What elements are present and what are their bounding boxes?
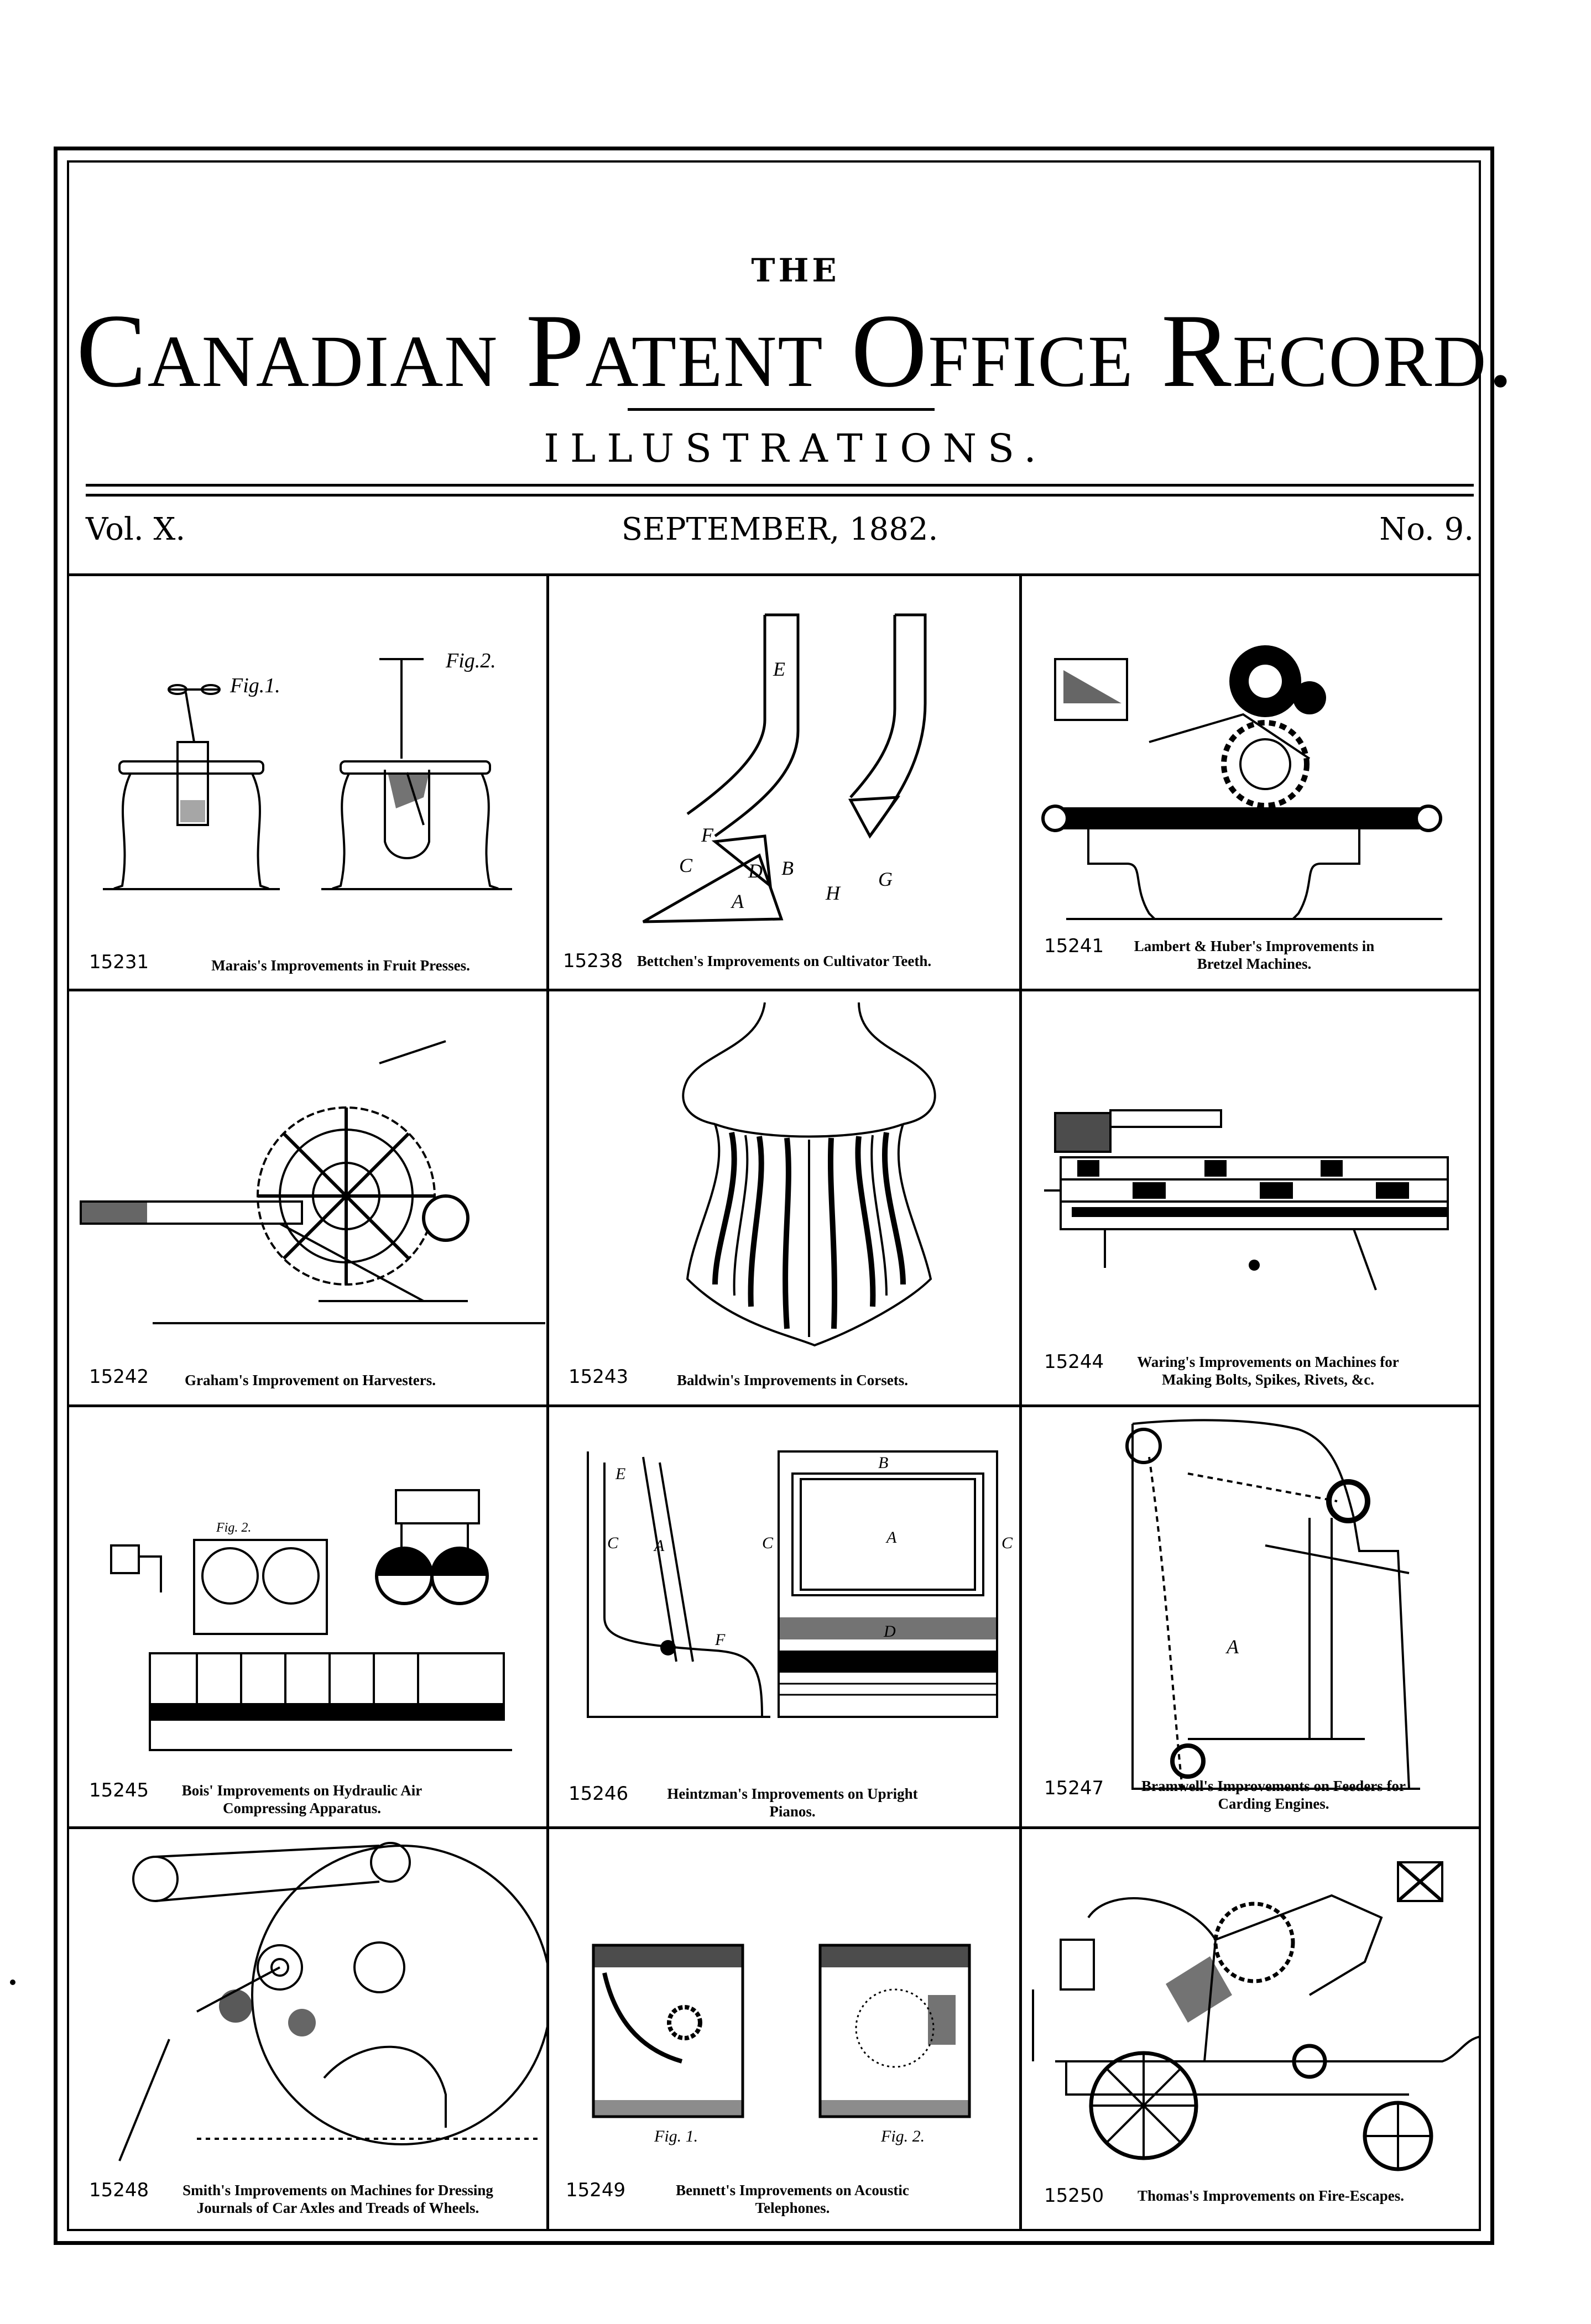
label-b: B: [878, 1454, 889, 1472]
plate-15238: [549, 576, 1019, 989]
caption-15238: [549, 952, 1019, 989]
plate-caption: Bramwell's Improvements on Feeders for Carding Engines.: [1141, 1778, 1406, 1812]
plate-caption: Bettchen's Improvements on Cultivator Teeth.: [637, 953, 932, 969]
plate-15241: [1022, 576, 1481, 989]
plate-15231: [70, 576, 546, 989]
issue-date: SEPTEMBER, 1882.: [621, 511, 938, 547]
bretzel-machine-illustration: [1022, 576, 1481, 989]
plate-15250: [1022, 1829, 1481, 2231]
upright-piano-illustration: [549, 1407, 1019, 1826]
caption-15245: [70, 1779, 546, 1826]
plate-15248: [70, 1829, 546, 2231]
plate-number: 15248: [89, 2179, 149, 2201]
plate-caption: Smith's Improvements on Machines for Dressing Journals of Car Axles and Treads of Wheels.: [182, 2182, 493, 2216]
plate-caption: Graham's Improvement on Harvesters.: [185, 1372, 436, 1388]
plate-number: 15231: [89, 951, 149, 973]
harvester-illustration: [70, 991, 546, 1404]
header-rule-bottom: [86, 494, 1474, 497]
plate-caption: Bois' Improvements on Hydraulic Air Compressing Apparatus.: [181, 1782, 422, 1816]
fig1-label: Fig.1.: [230, 674, 280, 697]
plate-number: 15250: [1044, 2185, 1104, 2207]
fig2-label: Fig. 2.: [881, 2127, 925, 2145]
label-a: A: [1227, 1636, 1239, 1658]
air-compressor-illustration: [70, 1407, 546, 1826]
label-e: E: [773, 658, 785, 680]
plate-15247: [1022, 1407, 1481, 1826]
plate-15244: [1022, 991, 1481, 1404]
caption-15247: [1022, 1777, 1481, 1826]
issue-number: No. 9.: [1379, 511, 1474, 547]
corset-illustration: [549, 991, 1019, 1404]
cultivator-teeth-illustration: [549, 576, 1019, 989]
plate-15246: [549, 1407, 1019, 1826]
plate-15243: [549, 991, 1019, 1404]
plate-number: 15244: [1044, 1351, 1104, 1373]
acoustic-telephone-illustration: [549, 1829, 1019, 2231]
fig2-label: Fig. 2.: [216, 1521, 252, 1535]
caption-15248: [70, 2181, 546, 2231]
plate-15249: [549, 1829, 1019, 2231]
label-e: E: [615, 1465, 626, 1483]
fruit-press-illustration: [70, 576, 546, 989]
label-c: C: [679, 854, 693, 876]
plate-caption: Waring's Improvements on Machines for Making Bolts, Spikes, Rivets, &c.: [1137, 1354, 1399, 1388]
page-title: Canadian Patent Office Record.: [76, 293, 1515, 409]
plate-number: 15249: [566, 2179, 626, 2201]
label-a-side: A: [654, 1537, 665, 1555]
caption-15242: [70, 1366, 546, 1404]
plate-number: 15245: [89, 1779, 149, 1801]
caption-15241: [1022, 937, 1481, 989]
fig1-label: Fig. 1.: [654, 2127, 698, 2145]
plate-caption: Bennett's Improvements on Acoustic Telephones.: [676, 2182, 909, 2216]
axle-dressing-machine-illustration: [70, 1829, 546, 2231]
issue-line: [86, 511, 1474, 556]
label-f: F: [701, 824, 713, 846]
caption-15249: [549, 2181, 1019, 2231]
plate-caption: Marais's Improvements in Fruit Presses.: [211, 957, 470, 974]
label-d: D: [748, 860, 763, 882]
margin-mark: [10, 1980, 15, 1985]
header-rule-top: [86, 484, 1474, 487]
label-c-far: C: [1001, 1534, 1013, 1552]
label-f: F: [715, 1631, 726, 1649]
label-h: H: [826, 882, 840, 904]
plate-caption: Heintzman's Improvements on Upright Pianos.: [667, 1785, 918, 1820]
label-a: A: [732, 890, 744, 912]
plate-number: 15238: [563, 950, 623, 972]
label-b: B: [781, 857, 794, 879]
caption-15244: [1022, 1353, 1481, 1404]
volume-label: Vol. X.: [86, 511, 186, 547]
plate-caption: Baldwin's Improvements in Corsets.: [676, 1372, 909, 1388]
carding-feeder-illustration: [1022, 1407, 1481, 1826]
page-subtitle: ILLUSTRATIONS.: [544, 426, 1047, 471]
plate-caption: Lambert & Huber's Improvements in Bretzel Machines.: [1134, 938, 1375, 972]
caption-15231: [70, 951, 546, 990]
bolt-machine-illustration: [1022, 991, 1481, 1404]
label-c: C: [607, 1534, 619, 1552]
plate-caption: Thomas's Improvements on Fire-Escapes.: [1137, 2187, 1404, 2204]
fire-escape-illustration: [1022, 1829, 1481, 2231]
plate-number: 15243: [568, 1366, 629, 1388]
plate-number: 15242: [89, 1366, 149, 1388]
label-a: A: [886, 1528, 897, 1547]
plate-15245: [70, 1407, 546, 1826]
title-rule: [628, 408, 935, 411]
label-g: G: [878, 868, 893, 890]
plate-number: 15247: [1044, 1777, 1104, 1799]
caption-15243: [549, 1366, 1019, 1404]
fig2-label: Fig.2.: [446, 649, 496, 672]
caption-15250: [1022, 2187, 1481, 2231]
plate-number: 15241: [1044, 935, 1104, 957]
caption-15246: [549, 1785, 1019, 1826]
label-c-right: C: [762, 1534, 774, 1552]
header-the: THE: [751, 252, 840, 289]
plate-number: 15246: [568, 1783, 629, 1805]
label-d: D: [884, 1622, 896, 1641]
plate-15242: [70, 991, 546, 1404]
